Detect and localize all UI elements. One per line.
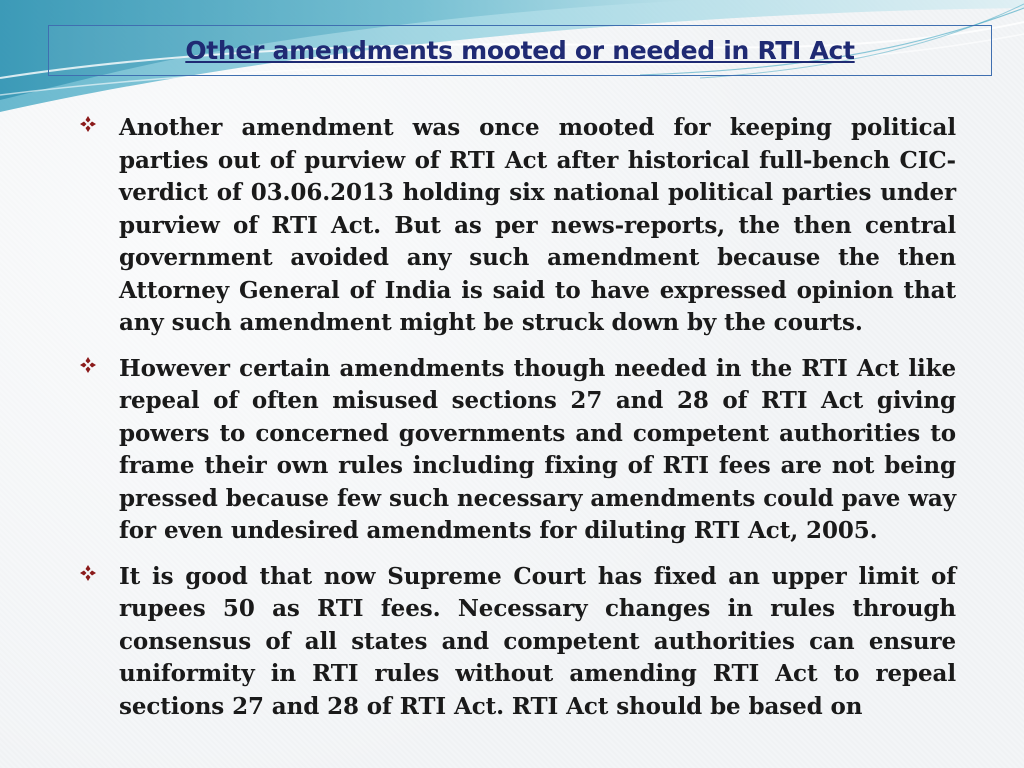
bullet-item	[76, 561, 956, 724]
bullet-text: However certain amendments though needed in the RTI Act like repeal of often misused sections 27 and 28 of RTI Act giving powers to concerned governments and competent authorities to frame their own rules including fixing of RTI fees are not being pressed because few such necessary amendments could pave way for even undesired amendments for diluting RTI Act, 2005.	[119, 354, 956, 544]
bullet-text: It is good that now Supreme Court has fixed an upper limit of rupees 50 as RTI fees. Necessary changes in rules through consensus of all states and competent authorities can ensure uniformity in RTI rules without amending RTI Act to repeal sections 27 and 28 of RTI Act. RTI Act should be based on	[119, 562, 956, 720]
slide-title: Other amendments mooted or needed in RTI Act	[185, 36, 855, 65]
bullet-text: Another amendment was once mooted for keeping political parties out of purview of RTI Act after historical full-bench CIC-verdict of 03.06.2013 holding six national political parties under purview of RTI Act. But as per news-reports, the then central government avoided any such amendment because the then Attorney General of India is said to have expressed opinion that any such amendment might be struck down by the courts.	[119, 114, 956, 336]
bullet-list	[76, 112, 956, 736]
bullet-item	[76, 112, 956, 340]
diamond-bullet-icon	[79, 564, 97, 582]
diamond-bullet-icon	[79, 356, 97, 374]
diamond-bullet-icon	[79, 115, 97, 133]
title-box	[48, 25, 992, 76]
bullet-item	[76, 353, 956, 548]
